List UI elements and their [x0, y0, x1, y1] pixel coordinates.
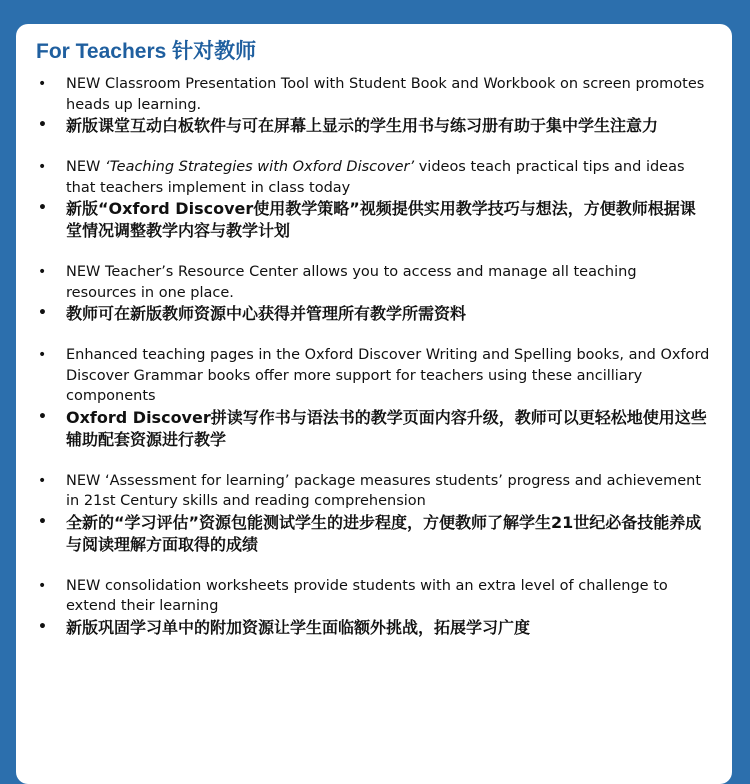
- item-text-en-prefix: NEW: [66, 159, 105, 175]
- list-item: [36, 74, 710, 115]
- item-text-zh: 新版巩固学习单中的附加资源让学生面临额外挑战，拓展学习广度: [66, 617, 531, 637]
- item-text-en: Enhanced teaching pages in the Oxford Discover Writing and Spelling books, and Oxford Discover Grammar books offer more support for teachers using these ancilliary components: [66, 347, 710, 404]
- bullet-icon: •: [38, 618, 47, 635]
- list-item: [36, 345, 710, 407]
- item-text-en-title: ‘Teaching Strategies with Oxford Discover’: [104, 159, 415, 175]
- item-text-zh: 新版课堂互动白板软件与可在屏幕上显示的学生用书与练习册有助于集中学生注意力: [66, 116, 659, 135]
- item-text-en: NEW Classroom Presentation Tool with Student Book and Workbook on screen promotes heads up learning.: [66, 76, 705, 113]
- section-heading: For Teachers 针对教师: [36, 40, 257, 63]
- list-item: [36, 617, 710, 639]
- list-item: [36, 115, 710, 137]
- item-text-en: NEW consolidation worksheets provide students with an extra level of challenge to extend their learning: [66, 577, 668, 614]
- list-item: [36, 303, 710, 325]
- bullet-icon: •: [38, 305, 47, 321]
- item-text-en: NEW ‘Assessment for learning’ package measures students’ progress and achievement in 21st Century skills and reading comprehension: [66, 472, 702, 509]
- bullet-icon: •: [38, 159, 47, 175]
- list-item: [36, 512, 710, 556]
- item-text-en-suffix: videos teach practical tips and ideas that teachers implement in class today: [66, 159, 685, 196]
- bullet-icon: •: [38, 513, 47, 530]
- bullet-icon: •: [38, 117, 47, 133]
- bullet-icon: •: [38, 472, 47, 489]
- item-text-zh: 教师可在新版教师资源中心获得并管理所有教学所需资料: [66, 304, 467, 323]
- bullet-icon: •: [38, 200, 47, 216]
- feature-group-resource-center: [36, 262, 710, 325]
- list-item: [36, 576, 710, 617]
- bullet-icon: •: [38, 264, 47, 280]
- bullet-icon: •: [38, 577, 47, 594]
- item-text-en: [66, 157, 710, 198]
- feature-group-presentation-tool: [36, 74, 710, 137]
- feature-group-enhanced-pages: [36, 345, 710, 451]
- feature-group-teaching-strategies: [36, 157, 710, 242]
- feature-group-worksheets: [36, 576, 710, 639]
- item-text-zh: 全新的“学习评估”资源包能测试学生的进步程度，方便教师了解学生21世纪必备技能养成与阅读理解方面取得的成绩: [66, 512, 702, 554]
- item-text-zh: Oxford Discover拼读写作书与语法书的教学页面内容升级，教师可以更轻松地使用这些辅助配套资源进行教学: [66, 407, 707, 449]
- list-item: [36, 262, 710, 303]
- bullet-icon: •: [38, 408, 47, 425]
- bullet-icon: •: [38, 76, 47, 92]
- list-item: [36, 471, 710, 512]
- list-item: [36, 198, 710, 242]
- list-item: [36, 407, 710, 451]
- content-card: [16, 24, 732, 784]
- item-text-zh: 新版“Oxford Discover使用教学策略”视频提供实用教学技巧与想法，方便教师根据课堂情况调整教学内容与教学计划: [66, 199, 696, 240]
- item-text-en: NEW Teacher’s Resource Center allows you to access and manage all teaching resources in one place.: [66, 264, 637, 301]
- list-item: [36, 157, 710, 198]
- bullet-icon: •: [38, 347, 47, 363]
- feature-group-assessment: [36, 471, 710, 556]
